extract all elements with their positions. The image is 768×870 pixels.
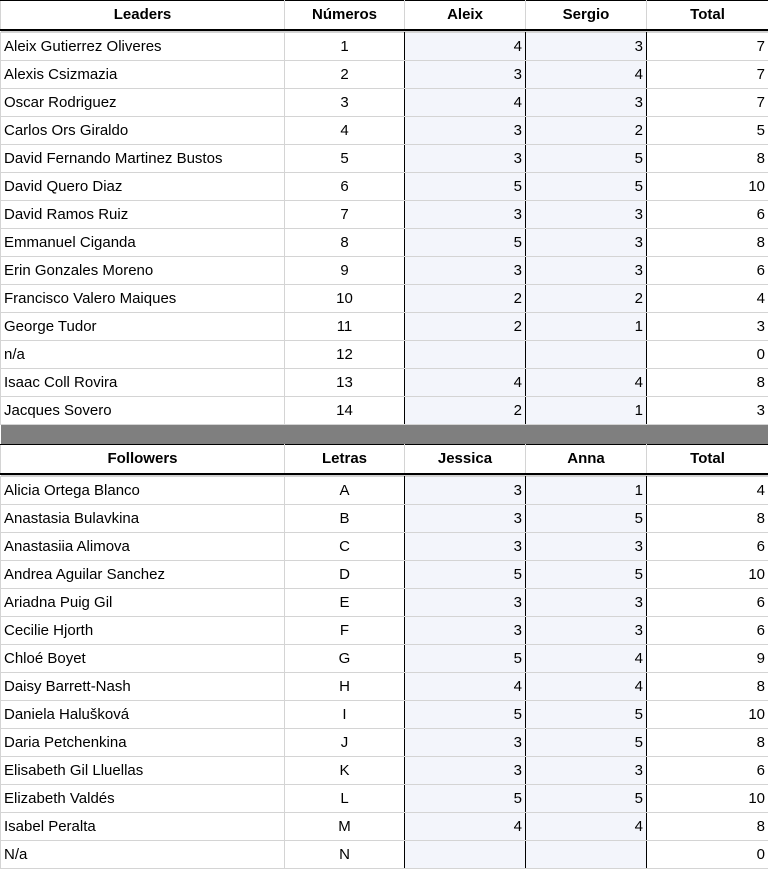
number-cell[interactable]: 12 <box>285 341 405 369</box>
number-cell[interactable]: J <box>285 729 405 757</box>
number-cell[interactable]: 2 <box>285 61 405 89</box>
followers-header-0[interactable]: Followers <box>1 445 285 474</box>
name-cell[interactable]: Elisabeth Gil Lluellas <box>1 757 285 785</box>
table-row <box>1 341 768 369</box>
number-cell[interactable]: L <box>285 785 405 813</box>
leaders-header-4[interactable]: Total <box>647 1 768 30</box>
total-cell[interactable]: 10 <box>647 561 768 589</box>
name-cell[interactable]: David Quero Diaz <box>1 173 285 201</box>
total-cell[interactable]: 6 <box>647 201 768 229</box>
score2-cell[interactable]: 5 <box>526 701 647 729</box>
score2-cell[interactable]: 2 <box>526 117 647 145</box>
total-cell[interactable]: 0 <box>647 841 768 869</box>
name-cell[interactable]: Anastasiia Alimova <box>1 533 285 561</box>
total-cell[interactable]: 9 <box>647 645 768 673</box>
score2-cell[interactable] <box>526 341 647 369</box>
name-cell[interactable]: Daniela Halušková <box>1 701 285 729</box>
score2-cell[interactable]: 3 <box>526 617 647 645</box>
number-cell[interactable]: 6 <box>285 173 405 201</box>
number-cell[interactable]: A <box>285 477 405 505</box>
table-row <box>1 813 768 841</box>
score2-cell[interactable]: 3 <box>526 257 647 285</box>
score1-cell[interactable] <box>405 341 526 369</box>
score1-cell[interactable]: 3 <box>405 61 526 89</box>
table-row <box>1 397 768 425</box>
total-cell[interactable]: 8 <box>647 673 768 701</box>
score2-cell[interactable]: 3 <box>526 33 647 61</box>
name-cell[interactable]: Francisco Valero Maiques <box>1 285 285 313</box>
leaders-header-3[interactable]: Sergio <box>526 1 647 30</box>
total-cell[interactable]: 6 <box>647 257 768 285</box>
number-cell[interactable]: 14 <box>285 397 405 425</box>
followers-header-4[interactable]: Total <box>647 445 768 474</box>
name-cell[interactable]: Elizabeth Valdés <box>1 785 285 813</box>
score2-cell[interactable]: 2 <box>526 285 647 313</box>
name-cell[interactable]: George Tudor <box>1 313 285 341</box>
total-cell[interactable]: 6 <box>647 589 768 617</box>
score1-cell[interactable]: 4 <box>405 369 526 397</box>
score1-cell[interactable]: 4 <box>405 673 526 701</box>
number-cell[interactable]: N <box>285 841 405 869</box>
table-row <box>1 645 768 673</box>
total-cell[interactable]: 6 <box>647 757 768 785</box>
number-cell[interactable]: F <box>285 617 405 645</box>
table-row <box>1 589 768 617</box>
name-cell[interactable]: David Ramos Ruiz <box>1 201 285 229</box>
number-cell[interactable]: 11 <box>285 313 405 341</box>
section-divider-cell <box>1 425 768 445</box>
name-cell[interactable]: Emmanuel Ciganda <box>1 229 285 257</box>
score1-cell[interactable]: 5 <box>405 645 526 673</box>
table-row <box>1 505 768 533</box>
followers-header-row <box>1 445 768 474</box>
number-cell[interactable]: 3 <box>285 89 405 117</box>
score1-cell[interactable]: 5 <box>405 701 526 729</box>
name-cell[interactable]: Jacques Sovero <box>1 397 285 425</box>
name-cell[interactable]: Ariadna Puig Gil <box>1 589 285 617</box>
table-row <box>1 285 768 313</box>
table-row <box>1 61 768 89</box>
number-cell[interactable]: 8 <box>285 229 405 257</box>
table-row <box>1 561 768 589</box>
score2-cell[interactable]: 5 <box>526 561 647 589</box>
table-row <box>1 841 768 869</box>
sheet-body <box>1 1 768 869</box>
name-cell[interactable]: Isaac Coll Rovira <box>1 369 285 397</box>
total-cell[interactable]: 7 <box>647 89 768 117</box>
number-cell[interactable]: C <box>285 533 405 561</box>
name-cell[interactable]: Daria Petchenkina <box>1 729 285 757</box>
score1-cell[interactable]: 3 <box>405 117 526 145</box>
score1-cell[interactable]: 3 <box>405 757 526 785</box>
score1-cell[interactable]: 3 <box>405 477 526 505</box>
score2-cell[interactable]: 5 <box>526 729 647 757</box>
number-cell[interactable]: 1 <box>285 33 405 61</box>
score1-cell[interactable]: 5 <box>405 229 526 257</box>
number-cell[interactable]: G <box>285 645 405 673</box>
score2-cell[interactable]: 3 <box>526 533 647 561</box>
number-cell[interactable]: D <box>285 561 405 589</box>
table-row <box>1 757 768 785</box>
score1-cell[interactable]: 3 <box>405 505 526 533</box>
name-cell[interactable]: Carlos Ors Giraldo <box>1 117 285 145</box>
name-cell[interactable]: Chloé Boyet <box>1 645 285 673</box>
table-row <box>1 33 768 61</box>
name-cell[interactable]: Isabel Peralta <box>1 813 285 841</box>
total-cell[interactable]: 8 <box>647 505 768 533</box>
total-cell[interactable]: 8 <box>647 229 768 257</box>
number-cell[interactable]: B <box>285 505 405 533</box>
number-cell[interactable]: H <box>285 673 405 701</box>
number-cell[interactable]: 9 <box>285 257 405 285</box>
score1-cell[interactable]: 4 <box>405 89 526 117</box>
total-cell[interactable]: 8 <box>647 813 768 841</box>
name-cell[interactable]: Daisy Barrett-Nash <box>1 673 285 701</box>
score1-cell[interactable]: 3 <box>405 533 526 561</box>
total-cell[interactable]: 8 <box>647 729 768 757</box>
table-row <box>1 533 768 561</box>
leaders-header-row <box>1 1 768 30</box>
leaders-header-2[interactable]: Aleix <box>405 1 526 30</box>
name-cell[interactable]: Aleix Gutierrez Oliveres <box>1 33 285 61</box>
name-cell[interactable]: Oscar Rodriguez <box>1 89 285 117</box>
number-cell[interactable]: I <box>285 701 405 729</box>
table-row <box>1 785 768 813</box>
score2-cell[interactable]: 4 <box>526 645 647 673</box>
total-cell[interactable]: 8 <box>647 145 768 173</box>
score2-cell[interactable]: 5 <box>526 785 647 813</box>
score1-cell[interactable]: 2 <box>405 397 526 425</box>
leaders-header-1[interactable]: Números <box>285 1 405 30</box>
score1-cell[interactable]: 2 <box>405 313 526 341</box>
table-row <box>1 673 768 701</box>
total-cell[interactable]: 10 <box>647 173 768 201</box>
table-row <box>1 257 768 285</box>
score1-cell[interactable]: 4 <box>405 813 526 841</box>
total-cell[interactable]: 10 <box>647 701 768 729</box>
score1-cell[interactable]: 3 <box>405 257 526 285</box>
score2-cell[interactable]: 1 <box>526 477 647 505</box>
score2-cell[interactable]: 3 <box>526 229 647 257</box>
score1-cell[interactable]: 5 <box>405 561 526 589</box>
number-cell[interactable]: 4 <box>285 117 405 145</box>
score1-cell[interactable]: 2 <box>405 285 526 313</box>
score2-cell[interactable]: 3 <box>526 89 647 117</box>
score2-cell[interactable]: 1 <box>526 313 647 341</box>
table-row <box>1 173 768 201</box>
score2-cell[interactable]: 1 <box>526 397 647 425</box>
name-cell[interactable]: Alexis Csizmazia <box>1 61 285 89</box>
score2-cell[interactable]: 4 <box>526 369 647 397</box>
name-cell[interactable]: Erin Gonzales Moreno <box>1 257 285 285</box>
table-row <box>1 313 768 341</box>
table-row <box>1 89 768 117</box>
table-row <box>1 477 768 505</box>
score2-cell[interactable]: 5 <box>526 173 647 201</box>
total-cell[interactable]: 4 <box>647 285 768 313</box>
number-cell[interactable]: K <box>285 757 405 785</box>
table-row <box>1 369 768 397</box>
score2-cell[interactable] <box>526 841 647 869</box>
total-cell[interactable]: 6 <box>647 533 768 561</box>
total-cell[interactable]: 3 <box>647 397 768 425</box>
name-cell[interactable]: Cecilie Hjorth <box>1 617 285 645</box>
table-row <box>1 117 768 145</box>
score1-cell[interactable]: 3 <box>405 145 526 173</box>
score2-cell[interactable]: 4 <box>526 813 647 841</box>
total-cell[interactable]: 7 <box>647 61 768 89</box>
score1-cell[interactable]: 3 <box>405 617 526 645</box>
table-row <box>1 617 768 645</box>
total-cell[interactable]: 10 <box>647 785 768 813</box>
table-row <box>1 201 768 229</box>
name-cell[interactable]: N/a <box>1 841 285 869</box>
score1-cell[interactable]: 3 <box>405 729 526 757</box>
total-cell[interactable]: 0 <box>647 341 768 369</box>
table-row <box>1 701 768 729</box>
name-cell[interactable]: Anastasia Bulavkina <box>1 505 285 533</box>
score2-cell[interactable]: 5 <box>526 505 647 533</box>
total-cell[interactable]: 8 <box>647 369 768 397</box>
followers-header-3[interactable]: Anna <box>526 445 647 474</box>
name-cell[interactable]: n/a <box>1 341 285 369</box>
table-row <box>1 145 768 173</box>
score2-cell[interactable]: 4 <box>526 61 647 89</box>
number-cell[interactable]: 10 <box>285 285 405 313</box>
number-cell[interactable]: E <box>285 589 405 617</box>
number-cell[interactable]: 13 <box>285 369 405 397</box>
name-cell[interactable]: Alicia Ortega Blanco <box>1 477 285 505</box>
number-cell[interactable]: 5 <box>285 145 405 173</box>
name-cell[interactable]: Andrea Aguilar Sanchez <box>1 561 285 589</box>
followers-header-2[interactable]: Jessica <box>405 445 526 474</box>
score1-cell[interactable]: 5 <box>405 173 526 201</box>
score1-cell[interactable]: 5 <box>405 785 526 813</box>
number-cell[interactable]: M <box>285 813 405 841</box>
score2-cell[interactable]: 4 <box>526 673 647 701</box>
total-cell[interactable]: 7 <box>647 33 768 61</box>
name-cell[interactable]: David Fernando Martinez Bustos <box>1 145 285 173</box>
score1-cell[interactable]: 3 <box>405 201 526 229</box>
score1-cell[interactable] <box>405 841 526 869</box>
score2-cell[interactable]: 5 <box>526 145 647 173</box>
table-row <box>1 229 768 257</box>
score2-cell[interactable]: 3 <box>526 201 647 229</box>
score1-cell[interactable]: 4 <box>405 33 526 61</box>
total-cell[interactable]: 6 <box>647 617 768 645</box>
section-divider <box>1 425 768 445</box>
score1-cell[interactable]: 3 <box>405 589 526 617</box>
total-cell[interactable]: 4 <box>647 477 768 505</box>
table-row <box>1 729 768 757</box>
score2-cell[interactable]: 3 <box>526 589 647 617</box>
total-cell[interactable]: 5 <box>647 117 768 145</box>
number-cell[interactable]: 7 <box>285 201 405 229</box>
score2-cell[interactable]: 3 <box>526 757 647 785</box>
followers-header-1[interactable]: Letras <box>285 445 405 474</box>
total-cell[interactable]: 3 <box>647 313 768 341</box>
leaders-header-0[interactable]: Leaders <box>1 1 285 30</box>
